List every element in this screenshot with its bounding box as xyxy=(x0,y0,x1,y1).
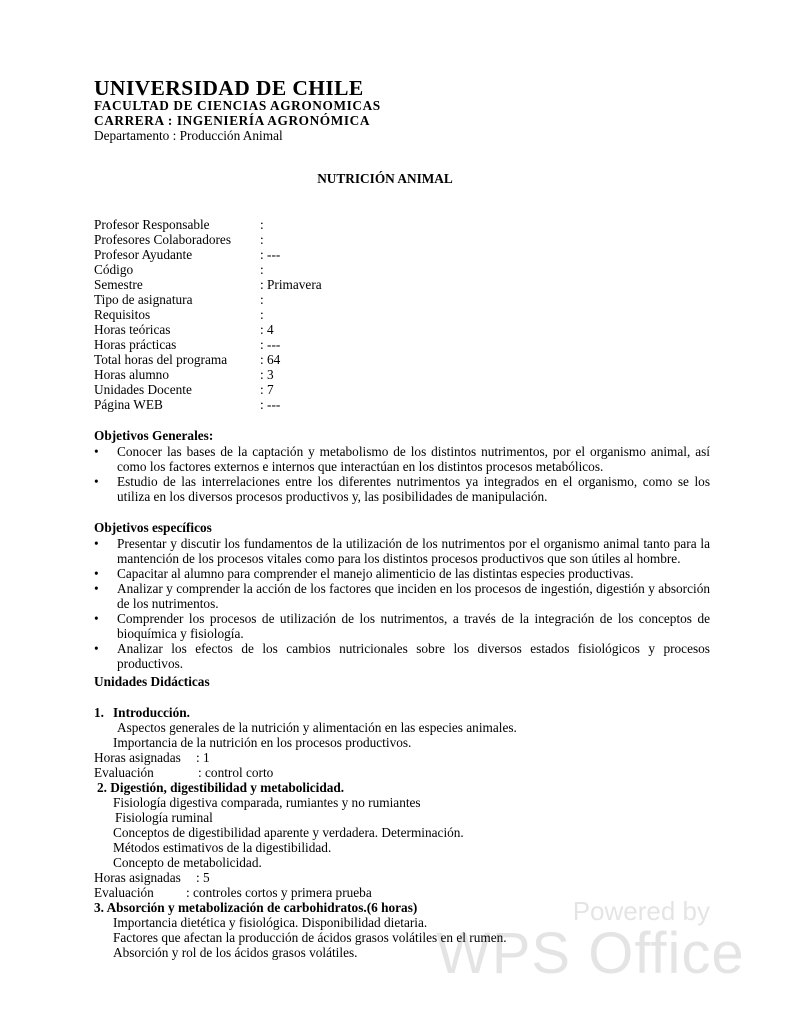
info-row xyxy=(94,307,394,322)
unit-1-line: Aspectos generales de la nutrición y alimentación en las especies animales. xyxy=(117,720,517,735)
list-item-text: Capacitar al alumno para comprender el manejo alimenticio de las distintas especies productivas. xyxy=(117,566,634,581)
list-item-text: Estudio de las interrelaciones entre los diferentes nutrimentos ya integrados en el organismo, como se los utiliza en los diversos procesos productivos y, las posibilidades de manipulación. xyxy=(117,474,710,504)
info-value: : 4 xyxy=(260,322,274,337)
info-label: Profesor Ayudante xyxy=(94,247,193,262)
unit-3-line: Factores que afectan la producción de ácidos grasos volátiles en el rumen. xyxy=(113,930,507,945)
unit-2-line: Fisiología ruminal xyxy=(115,810,213,825)
unit-1-number: 1. xyxy=(94,705,104,720)
list-item xyxy=(94,581,710,611)
list-item-text: Analizar y comprender la acción de los factores que inciden en los procesos de ingestión, digestión y absorción de los nutrimentos. xyxy=(117,581,710,611)
unit-2-hours-value: : 5 xyxy=(196,870,210,885)
info-label: Horas prácticas xyxy=(94,337,177,352)
unit-2-title: 2. Digestión, digestibilidad y metabolicidad. xyxy=(97,780,345,795)
info-label: Horas alumno xyxy=(94,367,169,382)
info-label: Profesores Colaboradores xyxy=(94,232,231,247)
unit-1-title: Introducción. xyxy=(113,705,190,720)
info-row xyxy=(94,367,394,382)
list-item xyxy=(94,474,710,504)
course-info-list xyxy=(94,217,394,412)
unit-2-eval-label: Evaluación xyxy=(94,885,154,900)
unit-3-line: Importancia dietética y fisiológica. Disponibilidad dietaria. xyxy=(113,915,428,930)
info-row xyxy=(94,217,394,232)
objetivos-generales-list xyxy=(94,444,710,504)
list-item-text: Presentar y discutir los fundamentos de la utilización de los nutrimentos por el organismo animal tanto para la mantención de los procesos vitales como para los distintos procesos productivos que son útiles al hombre. xyxy=(117,536,710,566)
watermark-brand: WPS Office xyxy=(436,921,745,986)
unidades-heading: Unidades Didácticas xyxy=(94,674,210,689)
career-line: CARRERA : INGENIERÍA AGRONÓMICA xyxy=(94,113,371,128)
info-row xyxy=(94,322,394,337)
unit-3-title: 3. Absorción y metabolización de carbohidratos.(6 horas) xyxy=(94,900,418,915)
info-label: Horas teóricas xyxy=(94,322,171,337)
unit-3-line: Absorción y rol de los ácidos grasos volátiles. xyxy=(113,945,358,960)
watermark xyxy=(430,896,750,986)
info-row xyxy=(94,247,394,262)
objetivos-generales-heading: Objetivos Generales: xyxy=(94,428,214,443)
info-row xyxy=(94,232,394,247)
unit-1-hours-label: Horas asignadas xyxy=(94,750,181,765)
list-item xyxy=(94,641,710,671)
bullet-icon: • xyxy=(94,566,99,581)
info-value: : xyxy=(260,307,264,322)
info-label: Página WEB xyxy=(94,397,163,412)
unit-2-hours-label: Horas asignadas xyxy=(94,870,181,885)
watermark-powered-by: Powered by xyxy=(572,896,710,926)
unit-1-hours-value: : 1 xyxy=(196,750,210,765)
bullet-icon: • xyxy=(94,444,99,459)
bullet-icon: • xyxy=(94,536,99,551)
info-value: : xyxy=(260,232,264,247)
objetivos-especificos-heading: Objetivos específicos xyxy=(94,520,212,535)
unit-1-eval-value: : control corto xyxy=(198,765,274,780)
info-label: Código xyxy=(94,262,134,277)
unit-1-line: Importancia de la nutrición en los procesos productivos. xyxy=(113,735,412,750)
department-line: Departamento : Producción Animal xyxy=(94,128,283,143)
bullet-icon: • xyxy=(94,474,99,489)
objetivos-especificos-list xyxy=(94,536,710,671)
bullet-icon: • xyxy=(94,611,99,626)
unit-1-eval-label: Evaluación xyxy=(94,765,154,780)
info-value: : 64 xyxy=(260,352,281,367)
info-row xyxy=(94,277,394,292)
list-item-text: Comprender los procesos de utilización de los nutrimentos, a través de la integración de los conceptos de bioquímica y fisiología. xyxy=(117,611,710,641)
info-row xyxy=(94,292,394,307)
list-item xyxy=(94,566,710,581)
info-label: Semestre xyxy=(94,277,143,292)
info-value: : xyxy=(260,292,264,307)
list-item xyxy=(94,444,710,474)
info-value: : Primavera xyxy=(260,277,322,292)
list-item-text: Analizar los efectos de los cambios nutricionales sobre los diversos estados fisiológicos y procesos productivos. xyxy=(117,641,710,671)
info-value: : xyxy=(260,217,264,232)
info-value: : --- xyxy=(260,247,281,262)
info-value: : 7 xyxy=(260,382,274,397)
info-row xyxy=(94,352,394,367)
bullet-icon: • xyxy=(94,641,99,656)
info-value: : --- xyxy=(260,337,281,352)
info-label: Tipo de asignatura xyxy=(94,292,193,307)
info-label: Total horas del programa xyxy=(94,352,228,367)
info-row xyxy=(94,262,394,277)
info-value: : xyxy=(260,262,264,277)
info-row xyxy=(94,337,394,352)
course-title: NUTRICIÓN ANIMAL xyxy=(317,171,453,186)
list-item xyxy=(94,611,710,641)
unit-2-line: Métodos estimativos de la digestibilidad. xyxy=(113,840,332,855)
info-label: Profesor Responsable xyxy=(94,217,210,232)
university-title: UNIVERSIDAD DE CHILE xyxy=(94,76,364,100)
info-value: : --- xyxy=(260,397,281,412)
list-item xyxy=(94,536,710,566)
info-label: Requisitos xyxy=(94,307,151,322)
list-item-text: Conocer las bases de la captación y metabolismo de los distintos nutrimentos, por el organismo animal, así como los factores externos e internos que interactúan en los distintos procesos metabólicos. xyxy=(117,444,710,474)
info-row xyxy=(94,397,394,412)
info-value: : 3 xyxy=(260,367,274,382)
info-label: Unidades Docente xyxy=(94,382,192,397)
unit-2-line: Conceptos de digestibilidad aparente y verdadera. Determinación. xyxy=(113,825,464,840)
info-row xyxy=(94,382,394,397)
unit-2-line: Concepto de metabolicidad. xyxy=(113,855,262,870)
unit-2-eval-value: : controles cortos y primera prueba xyxy=(186,885,372,900)
bullet-icon: • xyxy=(94,581,99,596)
unit-2-line: Fisiología digestiva comparada, rumiantes y no rumiantes xyxy=(113,795,421,810)
faculty-line: FACULTAD DE CIENCIAS AGRONOMICAS xyxy=(94,98,381,113)
